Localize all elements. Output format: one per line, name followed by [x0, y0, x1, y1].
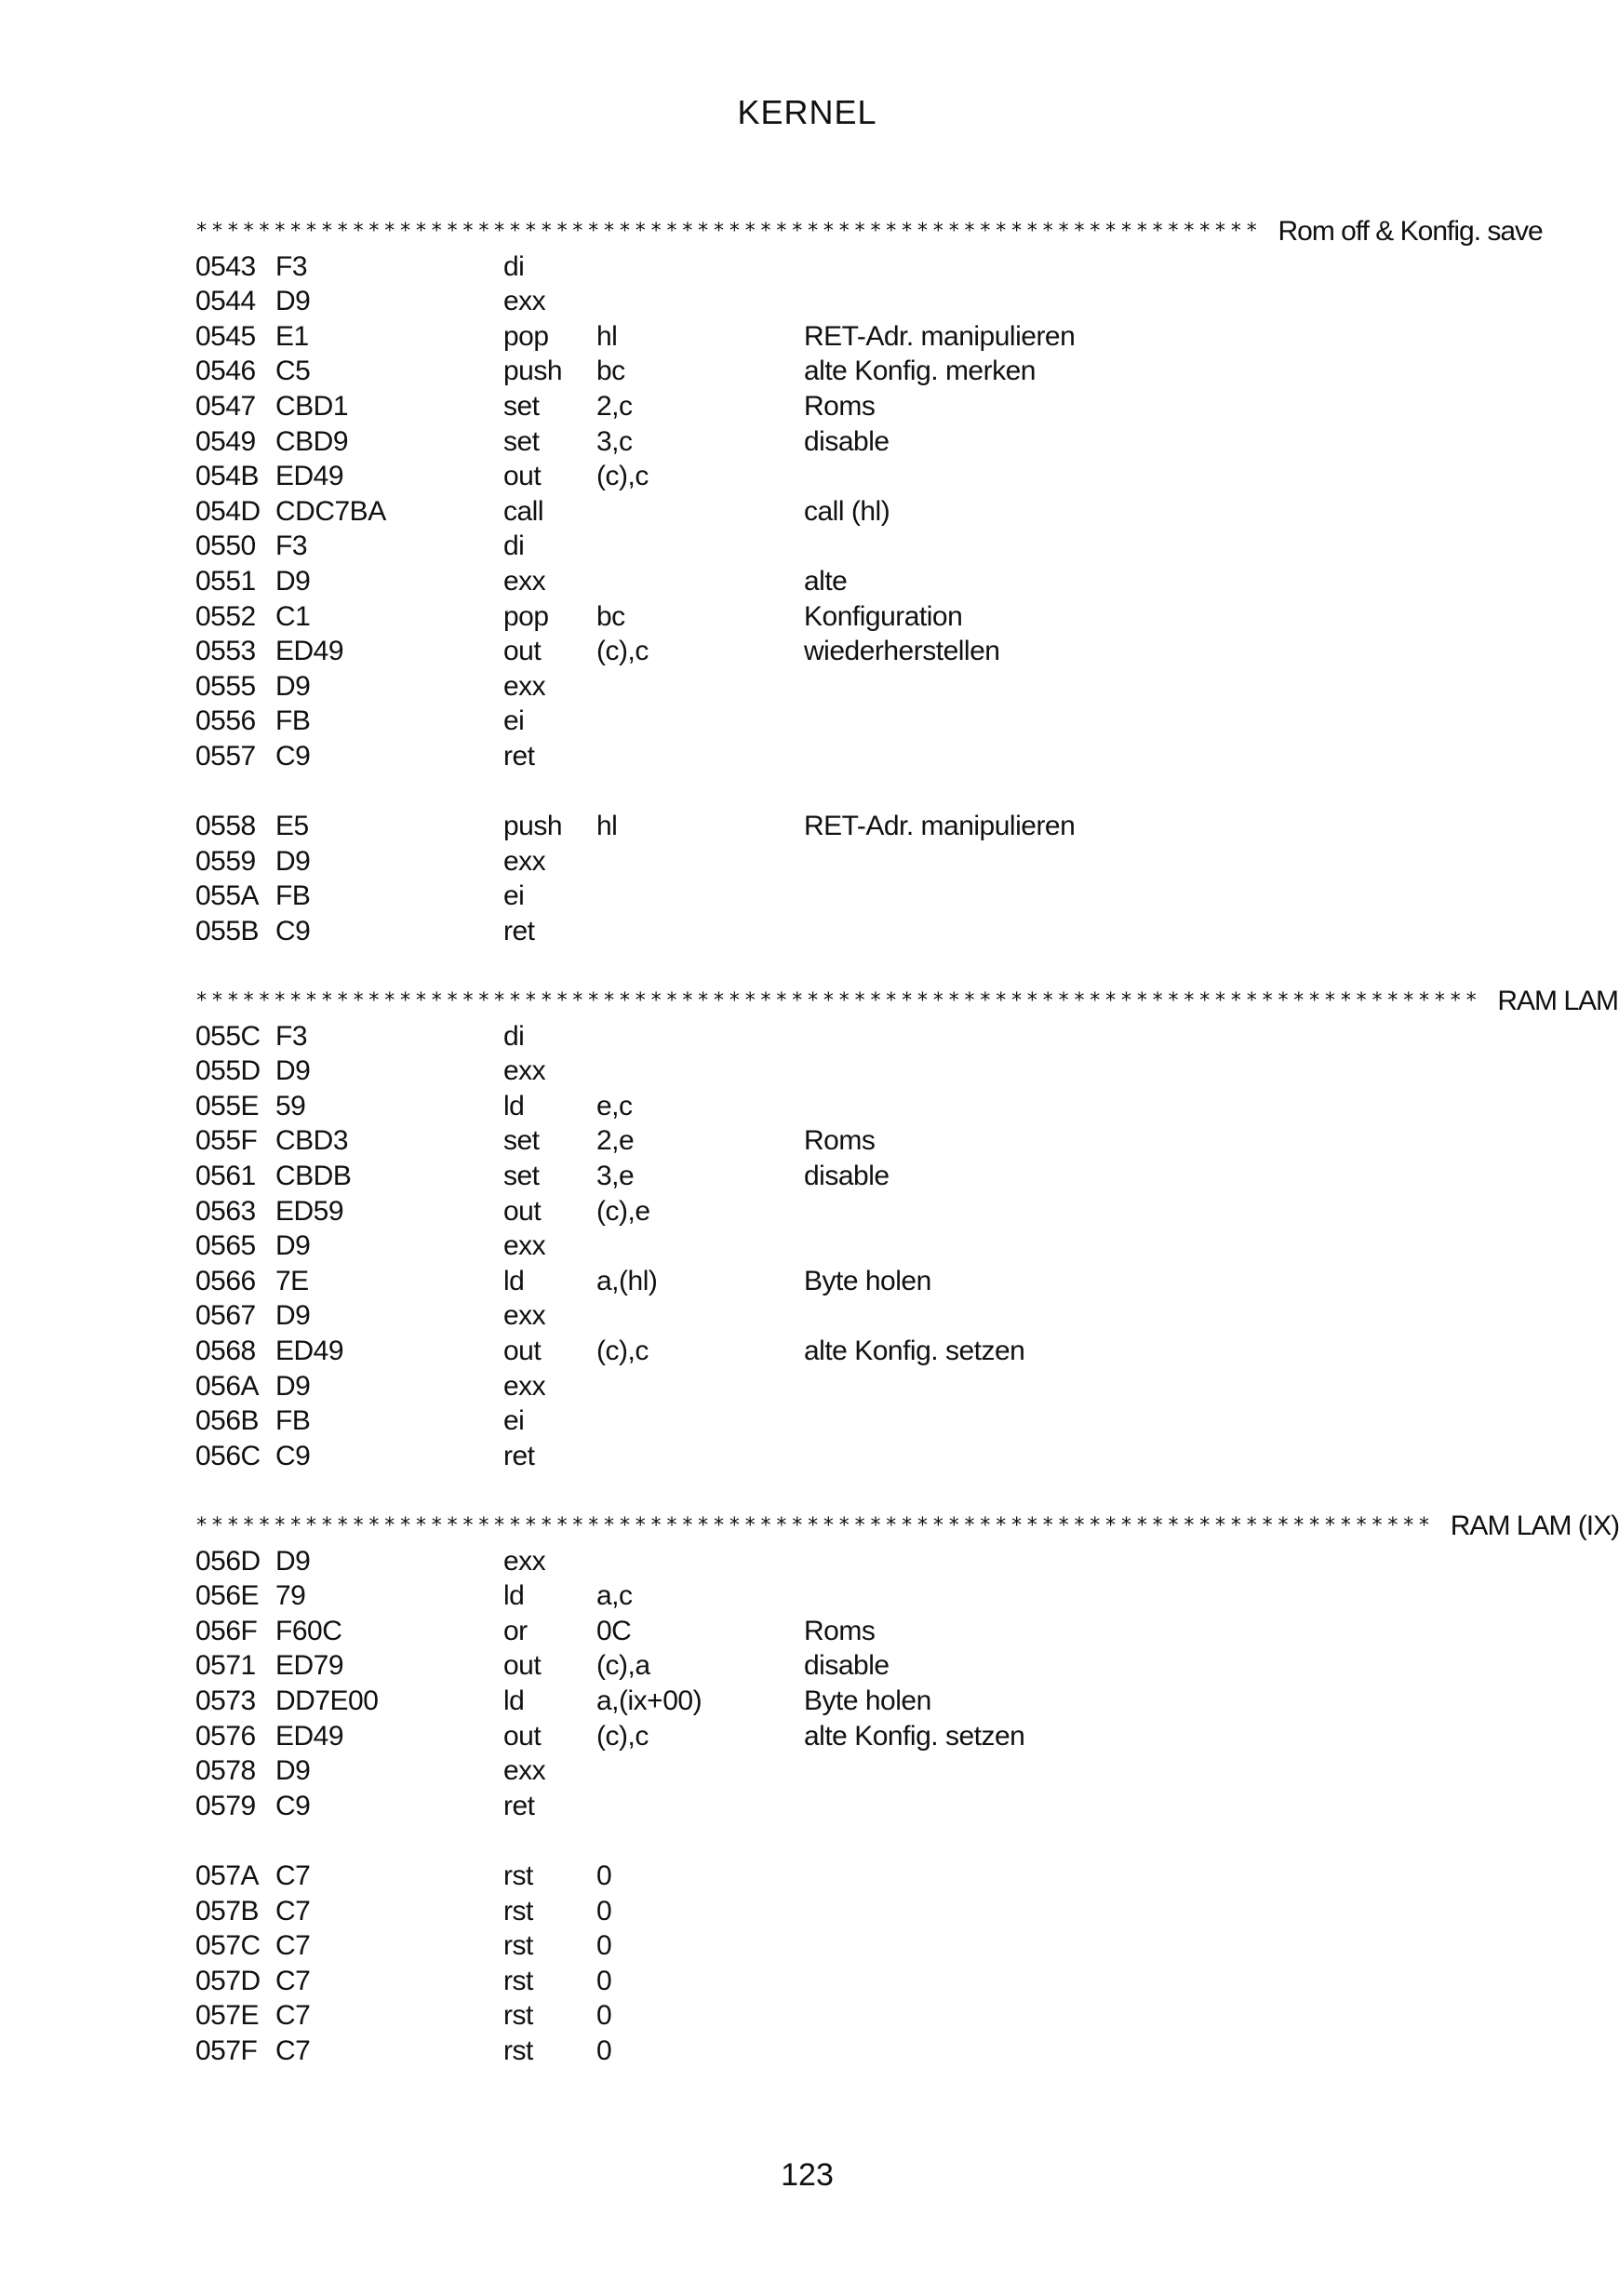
- comment-cell: [804, 1403, 1452, 1439]
- address-cell: 057F: [195, 2034, 258, 2066]
- mnemonic-cell: ld: [503, 1580, 525, 1612]
- address-cell: 054B: [195, 461, 260, 492]
- code-line: [195, 844, 1452, 879]
- hex-code-cell: 7E: [275, 1265, 309, 1296]
- operand-cell: a,(hl): [596, 1265, 658, 1296]
- address-cell: 057E: [195, 2000, 260, 2032]
- mnemonic-cell: rst: [503, 1895, 533, 1927]
- comment-cell: alte Konfig. setzen: [804, 1720, 1025, 1752]
- operand-cell: a,(ix+00): [596, 1685, 702, 1716]
- comment-cell: [804, 1789, 1452, 1824]
- mnemonic-cell: rst: [503, 2000, 533, 2032]
- address-cell: 056C: [195, 1440, 261, 1471]
- hex-code-cell: CBD3: [275, 1125, 349, 1157]
- section-title: Rom off & Konfig. save: [1278, 216, 1543, 247]
- comment-cell: [804, 1894, 1452, 1929]
- comment-cell: [804, 1998, 1452, 2034]
- code-line: [195, 1089, 1452, 1124]
- operand-cell: [596, 914, 804, 949]
- code-line: [195, 1789, 1452, 1824]
- address-cell: 0571: [195, 1650, 256, 1682]
- operand-cell: [596, 704, 804, 739]
- operand-cell: 0C: [596, 1615, 632, 1646]
- hex-code-cell: 79: [275, 1580, 306, 1612]
- comment-cell: Roms: [804, 1615, 876, 1646]
- hex-code-cell: C5: [275, 356, 311, 387]
- address-cell: 0578: [195, 1755, 256, 1787]
- code-line: [195, 1859, 1452, 1894]
- mnemonic-cell: set: [503, 1125, 540, 1157]
- section-title: RAM LAM: [1497, 986, 1618, 1017]
- code-line: [195, 1369, 1452, 1404]
- operand-cell: [596, 1019, 804, 1054]
- comment-cell: [804, 1229, 1452, 1264]
- mnemonic-cell: set: [503, 425, 540, 457]
- operand-cell: [596, 284, 804, 319]
- address-cell: 055B: [195, 915, 260, 947]
- operand-cell: [596, 1544, 804, 1579]
- comment-cell: [804, 1194, 1452, 1229]
- comment-cell: [804, 1544, 1452, 1579]
- hex-code-cell: F3: [275, 1020, 308, 1052]
- address-cell: 0555: [195, 670, 256, 702]
- page-number: 123: [781, 2157, 834, 2193]
- hex-code-cell: DD7E00: [275, 1685, 379, 1716]
- mnemonic-cell: exx: [503, 1755, 546, 1787]
- hex-code-cell: ED49: [275, 461, 344, 492]
- mnemonic-cell: ret: [503, 740, 535, 772]
- mnemonic-cell: ei: [503, 705, 525, 737]
- hex-code-cell: CDC7BA: [275, 495, 386, 527]
- hex-code-cell: C9: [275, 1440, 311, 1471]
- address-cell: 056B: [195, 1405, 260, 1437]
- comment-cell: alte: [804, 565, 848, 597]
- code-line: [195, 809, 1452, 844]
- code-line: [195, 1334, 1452, 1369]
- mnemonic-cell: exx: [503, 286, 546, 317]
- code-line: [195, 1648, 1452, 1684]
- address-cell: 057A: [195, 1860, 260, 1891]
- mnemonic-cell: out: [503, 636, 542, 667]
- address-cell: 0557: [195, 740, 256, 772]
- code-block: [195, 1544, 1452, 1824]
- code-line: [195, 389, 1452, 424]
- operand-cell: [596, 1369, 804, 1404]
- code-line: [195, 1998, 1452, 2034]
- hex-code-cell: 59: [275, 1090, 306, 1121]
- page-title: KERNEL: [737, 93, 877, 131]
- address-cell: 056F: [195, 1615, 258, 1646]
- comment-cell: [804, 739, 1452, 774]
- mnemonic-cell: ei: [503, 1405, 525, 1437]
- mnemonic-cell: push: [503, 811, 563, 842]
- hex-code-cell: D9: [275, 286, 311, 317]
- code-line: [195, 1229, 1452, 1264]
- address-cell: 0568: [195, 1336, 256, 1366]
- operand-cell: a,c: [596, 1580, 633, 1612]
- hex-code-cell: D9: [275, 1545, 311, 1577]
- address-cell: 0565: [195, 1230, 256, 1262]
- code-line: [195, 879, 1452, 914]
- code-line: [195, 914, 1452, 949]
- address-cell: 0558: [195, 811, 256, 842]
- address-cell: 056D: [195, 1545, 261, 1577]
- comment-cell: alte Konfig. merken: [804, 356, 1036, 387]
- address-cell: 0573: [195, 1685, 256, 1716]
- mnemonic-cell: exx: [503, 845, 546, 877]
- address-cell: 0550: [195, 530, 256, 562]
- hex-code-cell: D9: [275, 1300, 311, 1332]
- comment-cell: Konfiguration: [804, 600, 963, 632]
- hex-code-cell: FB: [275, 880, 311, 912]
- operand-cell: 0: [596, 2000, 612, 2032]
- code-line: [195, 1439, 1452, 1474]
- code-line: [195, 1684, 1452, 1719]
- code-line: [195, 529, 1452, 564]
- code-line: [195, 1298, 1452, 1334]
- mnemonic-cell: out: [503, 1195, 542, 1227]
- address-cell: 057B: [195, 1895, 260, 1927]
- address-cell: 055C: [195, 1020, 261, 1052]
- hex-code-cell: D9: [275, 1370, 311, 1402]
- operand-cell: (c),c: [596, 461, 649, 492]
- address-cell: 0576: [195, 1720, 256, 1752]
- mnemonic-cell: out: [503, 461, 542, 492]
- comment-cell: Byte holen: [804, 1685, 931, 1716]
- comment-cell: [804, 1054, 1452, 1089]
- hex-code-cell: D9: [275, 670, 311, 702]
- code-line: [195, 2034, 1452, 2069]
- mnemonic-cell: out: [503, 1336, 542, 1366]
- code-line: [195, 1403, 1452, 1439]
- comment-cell: call (hl): [804, 495, 890, 527]
- operand-cell: [596, 1753, 804, 1789]
- mnemonic-cell: pop: [503, 320, 549, 352]
- code-line: [195, 1894, 1452, 1929]
- code-block: [195, 1859, 1452, 2069]
- comment-cell: wiederherstellen: [804, 636, 1000, 667]
- operand-cell: hl: [596, 320, 618, 352]
- hex-code-cell: C7: [275, 2034, 311, 2066]
- operand-cell: bc: [596, 600, 625, 632]
- separator-stars: *******************************************************************************: [195, 1513, 1434, 1537]
- operand-cell: [596, 1298, 804, 1334]
- code-line: [195, 459, 1452, 494]
- operand-cell: 0: [596, 1965, 612, 1996]
- address-cell: 0545: [195, 320, 256, 352]
- code-line: [195, 1544, 1452, 1579]
- mnemonic-cell: ld: [503, 1090, 525, 1121]
- comment-cell: [804, 1859, 1452, 1894]
- code-line: [195, 564, 1452, 599]
- address-cell: 0553: [195, 636, 256, 667]
- mnemonic-cell: ld: [503, 1685, 525, 1716]
- mnemonic-cell: set: [503, 1161, 540, 1192]
- hex-code-cell: CBDB: [275, 1161, 352, 1192]
- operand-cell: 0: [596, 1930, 612, 1962]
- code-line: [195, 1719, 1452, 1754]
- code-line: [195, 1054, 1452, 1089]
- comment-cell: [804, 459, 1452, 494]
- hex-code-cell: ED49: [275, 1720, 344, 1752]
- address-cell: 055F: [195, 1125, 258, 1157]
- comment-cell: disable: [804, 1161, 890, 1192]
- section-title: RAM LAM (IX): [1450, 1510, 1619, 1541]
- hex-code-cell: C1: [275, 600, 311, 632]
- address-cell: 056A: [195, 1370, 260, 1402]
- hex-code-cell: C9: [275, 740, 311, 772]
- code-line: [195, 494, 1452, 530]
- mnemonic-cell: exx: [503, 1055, 546, 1087]
- address-cell: 057D: [195, 1965, 261, 1996]
- comment-cell: Byte holen: [804, 1265, 931, 1296]
- listing-section: [195, 214, 1543, 948]
- operand-cell: [596, 844, 804, 879]
- hex-code-cell: D9: [275, 845, 311, 877]
- operand-cell: [596, 1229, 804, 1264]
- comment-cell: [804, 529, 1452, 564]
- hex-code-cell: E5: [275, 811, 309, 842]
- hex-code-cell: D9: [275, 1055, 311, 1087]
- code-line: [195, 249, 1452, 285]
- address-cell: 0551: [195, 565, 256, 597]
- code-line: [195, 1019, 1452, 1054]
- code-line: [195, 319, 1452, 355]
- hex-code-cell: C7: [275, 1860, 311, 1891]
- operand-cell: 0: [596, 1895, 612, 1927]
- mnemonic-cell: di: [503, 1020, 525, 1052]
- operand-cell: [596, 1789, 804, 1824]
- hex-code-cell: E1: [275, 320, 309, 352]
- address-cell: 0579: [195, 1790, 256, 1821]
- mnemonic-cell: ret: [503, 915, 535, 947]
- mnemonic-cell: ei: [503, 880, 525, 912]
- address-cell: 056E: [195, 1580, 260, 1612]
- code-line: [195, 1159, 1452, 1194]
- operand-cell: [596, 564, 804, 599]
- operand-cell: bc: [596, 356, 625, 387]
- comment-cell: [804, 1928, 1452, 1964]
- address-cell: 0563: [195, 1195, 256, 1227]
- address-cell: 055D: [195, 1055, 261, 1087]
- comment-cell: [804, 1369, 1452, 1404]
- hex-code-cell: D9: [275, 1230, 311, 1262]
- comment-cell: [804, 704, 1452, 739]
- separator-stars: ********************************************************************: [195, 220, 1262, 243]
- comment-cell: [804, 1964, 1452, 1999]
- mnemonic-cell: exx: [503, 1370, 546, 1402]
- comment-cell: RET-Adr. manipulieren: [804, 320, 1076, 352]
- address-cell: 0559: [195, 845, 256, 877]
- code-line: [195, 634, 1452, 669]
- comment-cell: Roms: [804, 390, 876, 422]
- operand-cell: [596, 249, 804, 285]
- operand-cell: (c),a: [596, 1650, 650, 1682]
- comment-cell: Roms: [804, 1125, 876, 1157]
- code-line: [195, 424, 1452, 460]
- hex-code-cell: ED59: [275, 1195, 344, 1227]
- comment-cell: [804, 669, 1452, 705]
- comment-cell: [804, 1439, 1452, 1474]
- code-line: [195, 1578, 1452, 1614]
- operand-cell: [596, 669, 804, 705]
- mnemonic-cell: ret: [503, 1440, 535, 1471]
- code-line: [195, 1123, 1452, 1159]
- mnemonic-cell: di: [503, 250, 525, 282]
- hex-code-cell: ED49: [275, 1336, 344, 1366]
- code-line: [195, 1753, 1452, 1789]
- address-cell: 0544: [195, 286, 256, 317]
- mnemonic-cell: set: [503, 390, 540, 422]
- address-cell: 0567: [195, 1300, 256, 1332]
- hex-code-cell: FB: [275, 705, 311, 737]
- code-block: [195, 1019, 1452, 1474]
- operand-cell: [596, 1439, 804, 1474]
- address-cell: 0561: [195, 1161, 256, 1192]
- code-block: [195, 809, 1452, 948]
- hex-code-cell: ED79: [275, 1650, 344, 1682]
- address-cell: 055A: [195, 880, 260, 912]
- operand-cell: [596, 739, 804, 774]
- address-cell: 0549: [195, 425, 256, 457]
- operand-cell: hl: [596, 811, 618, 842]
- address-cell: 054D: [195, 495, 261, 527]
- operand-cell: (c),c: [596, 1720, 649, 1752]
- operand-cell: [596, 529, 804, 564]
- mnemonic-cell: ret: [503, 1790, 535, 1821]
- comment-cell: [804, 844, 1452, 879]
- comment-cell: RET-Adr. manipulieren: [804, 811, 1076, 842]
- code-line: [195, 284, 1452, 319]
- comment-cell: [804, 2034, 1452, 2069]
- code-line: [195, 1964, 1452, 1999]
- mnemonic-cell: exx: [503, 565, 546, 597]
- comment-cell: disable: [804, 1650, 890, 1682]
- address-cell: 057C: [195, 1930, 261, 1962]
- hex-code-cell: C7: [275, 2000, 311, 2032]
- comment-cell: [804, 1298, 1452, 1334]
- operand-cell: 3,e: [596, 1161, 635, 1192]
- mnemonic-cell: push: [503, 356, 563, 387]
- comment-cell: [804, 879, 1452, 914]
- address-cell: 055E: [195, 1090, 260, 1121]
- hex-code-cell: CBD1: [275, 390, 349, 422]
- section-header: [195, 214, 1543, 249]
- comment-cell: [804, 914, 1452, 949]
- address-cell: 0552: [195, 600, 256, 632]
- mnemonic-cell: rst: [503, 1930, 533, 1962]
- address-cell: 0556: [195, 705, 256, 737]
- address-cell: 0546: [195, 356, 256, 387]
- code-line: [195, 1928, 1452, 1964]
- operand-cell: (c),e: [596, 1195, 650, 1227]
- address-cell: 0547: [195, 390, 256, 422]
- comment-cell: alte Konfig. setzen: [804, 1336, 1025, 1366]
- comment-cell: [804, 249, 1452, 285]
- hex-code-cell: D9: [275, 1755, 311, 1787]
- hex-code-cell: CBD9: [275, 425, 349, 457]
- operand-cell: [596, 1403, 804, 1439]
- code-line: [195, 1614, 1452, 1649]
- address-cell: 0543: [195, 250, 256, 282]
- operand-cell: 0: [596, 1860, 612, 1891]
- code-line: [195, 354, 1452, 389]
- mnemonic-cell: exx: [503, 670, 546, 702]
- hex-code-cell: C9: [275, 1790, 311, 1821]
- code-line: [195, 739, 1452, 774]
- operand-cell: [596, 494, 804, 530]
- hex-code-cell: C7: [275, 1930, 311, 1962]
- hex-code-cell: C7: [275, 1965, 311, 1996]
- code-line: [195, 1264, 1452, 1299]
- comment-cell: [804, 1089, 1452, 1124]
- mnemonic-cell: exx: [503, 1545, 546, 1577]
- mnemonic-cell: exx: [503, 1230, 546, 1262]
- comment-cell: [804, 1578, 1452, 1614]
- separator-stars: **********************************************************************************: [195, 989, 1481, 1014]
- comment-cell: [804, 1019, 1452, 1054]
- operand-cell: (c),c: [596, 636, 649, 667]
- code-line: [195, 704, 1452, 739]
- hex-code-cell: FB: [275, 1405, 311, 1437]
- operand-cell: 2,e: [596, 1125, 635, 1157]
- operand-cell: 0: [596, 2034, 612, 2066]
- operand-cell: 2,c: [596, 390, 633, 422]
- mnemonic-cell: call: [503, 495, 544, 527]
- listing-section: [195, 1509, 1619, 2069]
- operand-cell: e,c: [596, 1090, 633, 1121]
- listing-section: [195, 984, 1618, 1473]
- mnemonic-cell: rst: [503, 1965, 533, 1996]
- code-line: [195, 599, 1452, 635]
- operand-cell: (c),c: [596, 1336, 649, 1366]
- section-header: [195, 984, 1618, 1019]
- operand-cell: [596, 1054, 804, 1089]
- hex-code-cell: C7: [275, 1895, 311, 1927]
- mnemonic-cell: out: [503, 1650, 542, 1682]
- address-cell: 0566: [195, 1265, 256, 1296]
- mnemonic-cell: out: [503, 1720, 542, 1752]
- mnemonic-cell: or: [503, 1615, 528, 1646]
- mnemonic-cell: rst: [503, 1860, 533, 1891]
- mnemonic-cell: di: [503, 530, 525, 562]
- mnemonic-cell: ld: [503, 1265, 525, 1296]
- comment-cell: disable: [804, 425, 890, 457]
- hex-code-cell: F60C: [275, 1615, 342, 1646]
- code-line: [195, 1194, 1452, 1229]
- hex-code-cell: ED49: [275, 636, 344, 667]
- operand-cell: 3,c: [596, 425, 633, 457]
- section-header: [195, 1509, 1619, 1544]
- comment-cell: [804, 1753, 1452, 1789]
- mnemonic-cell: pop: [503, 600, 549, 632]
- comment-cell: [804, 284, 1452, 319]
- code-line: [195, 669, 1452, 705]
- operand-cell: [596, 879, 804, 914]
- code-block: [195, 249, 1452, 774]
- assembly-listing: [195, 214, 1619, 2103]
- hex-code-cell: F3: [275, 530, 308, 562]
- hex-code-cell: D9: [275, 565, 311, 597]
- hex-code-cell: F3: [275, 250, 308, 282]
- mnemonic-cell: exx: [503, 1300, 546, 1332]
- mnemonic-cell: rst: [503, 2034, 533, 2066]
- hex-code-cell: C9: [275, 915, 311, 947]
